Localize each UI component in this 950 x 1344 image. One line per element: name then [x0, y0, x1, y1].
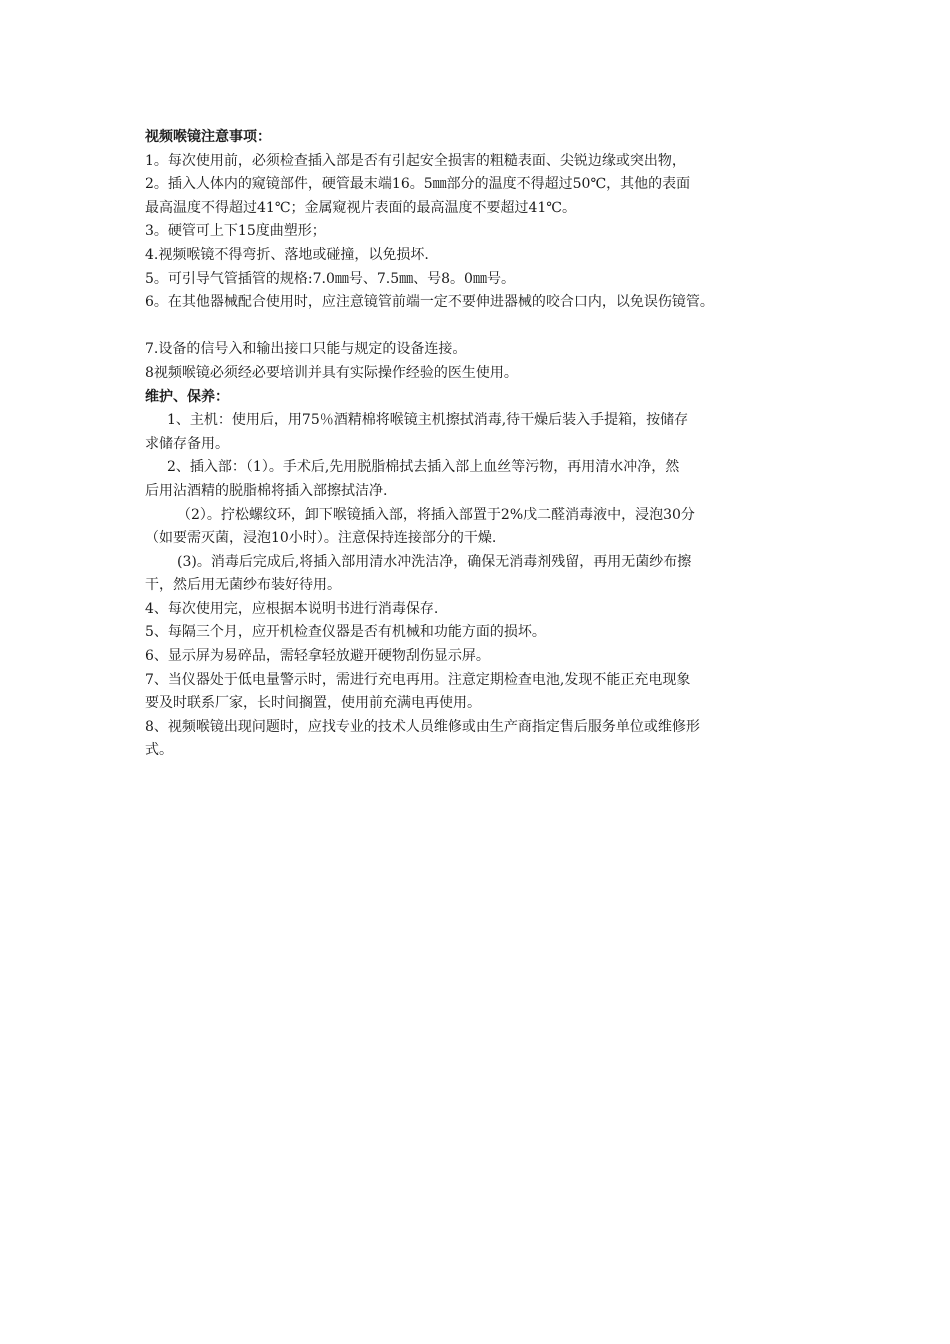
care-item-7-cont: 要及时联系厂家，长时间搁置，使用前充满电再使用。 [145, 695, 481, 712]
care-item-2-step-2: （2）。拧松螺纹环，卸下喉镜插入部，将插入部置于2%戊二醛消毒液中，浸泡30分 [177, 506, 695, 523]
paragraph-gap [145, 315, 835, 339]
care-item-2-cont: 后用沾酒精的脱脂棉将插入部擦拭洁净. [145, 482, 388, 499]
care-item-2: 2、插入部：（1）。手术后,先用脱脂棉拭去插入部上血丝等污物，再用清水冲净，然 [167, 459, 680, 476]
precaution-item-5: 5。可引导气管插管的规格:7.0㎜号、7.5㎜、号8。0㎜号。 [145, 270, 515, 287]
care-item-5: 5、每隔三个月，应开机检查仪器是否有机械和功能方面的损坏。 [145, 624, 546, 641]
care-item-2-step-3-cont: 干，然后用无菌纱布装好待用。 [145, 577, 341, 594]
care-item-8: 8、视频喉镜出现问题时，应找专业的技术人员维修或由生产商指定售后服务单位或维修形 [145, 718, 700, 735]
precaution-item-7: 7.设备的信号入和输出接口只能与规定的设备连接。 [145, 341, 467, 358]
precaution-item-1: 1。每次使用前，必须检查插入部是否有引起安全损害的粗糙表面、尖锐边缘或突出物， [145, 152, 686, 169]
care-item-4: 4、每次使用完，应根据本说明书进行消毒保存. [145, 600, 439, 617]
document-body [145, 126, 835, 763]
care-item-1-cont: 求储存备用。 [145, 435, 229, 452]
precaution-item-8: 8视频喉镜必须经必要培训并具有实际操作经验的医生使用。 [145, 364, 518, 381]
section-title-maintenance: 维护、保养： [145, 388, 229, 405]
care-item-2-step-2-cont: （如要需灭菌，浸泡10小时）。注意保持连接部分的干燥. [145, 530, 497, 547]
precaution-item-3: 3。硬管可上下15度曲塑形； [145, 223, 326, 240]
care-item-8-cont: 式。 [145, 742, 173, 759]
section-title-precautions: 视频喉镜注意事项： [145, 129, 271, 145]
care-item-1: 1、主机：使用后，用75％酒精棉将喉镜主机擦拭消毒,待干燥后装入手提箱，按储存 [167, 412, 689, 429]
care-item-6: 6、显示屏为易碎品，需轻拿轻放避开硬物刮伤显示屏。 [145, 648, 490, 665]
care-item-2-step-3: (3)。消毒后完成后,将插入部用清水冲洗洁净，确保无消毒剂残留，再用无菌纱布擦 [177, 553, 692, 570]
precaution-item-2: 2。插入人体内的窥镜部件，硬管最末端16。5㎜部分的温度不得超过50℃，其他的表面 [145, 176, 691, 193]
care-item-7: 7、当仪器处于低电量警示时，需进行充电再用。注意定期检查电池,发现不能正充电现象 [145, 671, 691, 688]
precaution-item-6: 6。在其他器械配合使用时，应注意镜管前端一定不要伸进器械的咬合口内，以免误伤镜管。 [145, 294, 714, 311]
precaution-item-4: 4.视频喉镜不得弯折、落地或碰撞，以免损坏. [145, 246, 429, 263]
precaution-item-2-cont: 最高温度不得超过41℃；金属窥视片表面的最高温度不要超过41℃。 [145, 199, 576, 216]
